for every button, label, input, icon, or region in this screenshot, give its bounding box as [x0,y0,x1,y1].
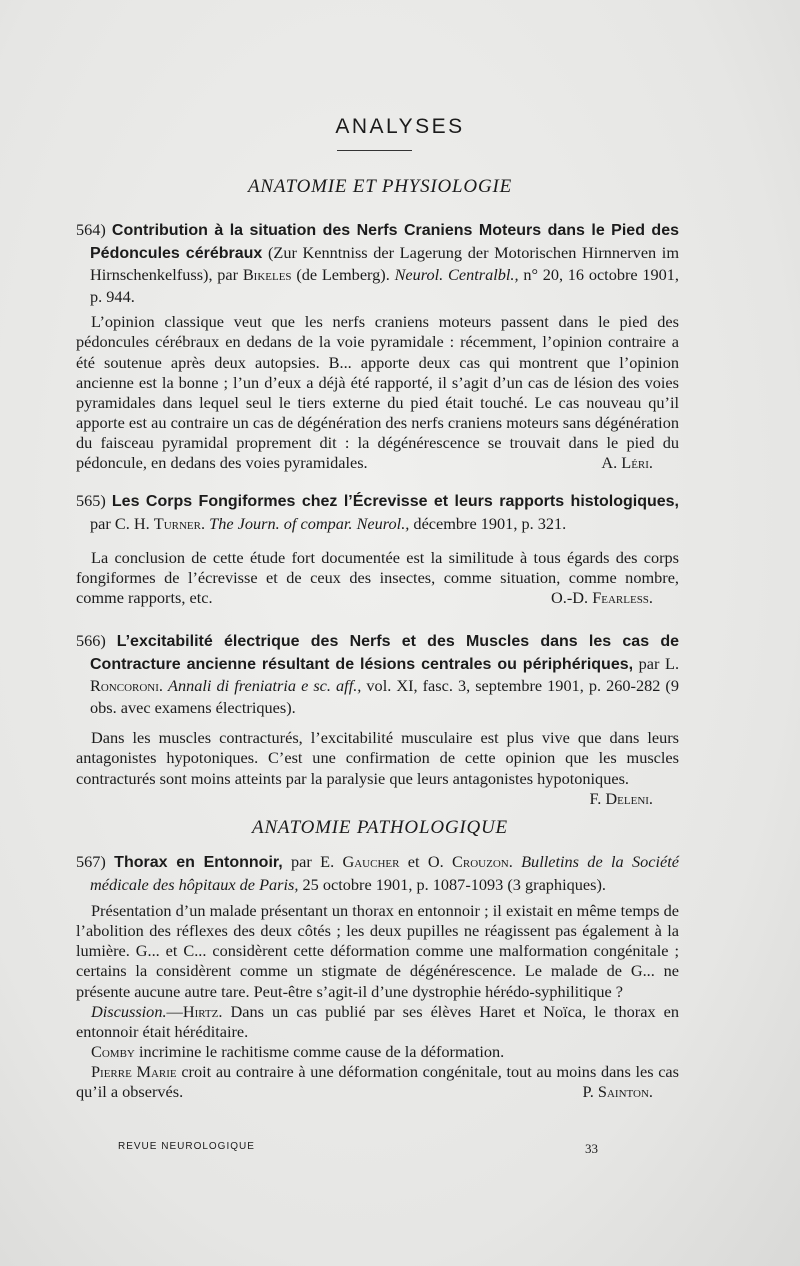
entry-title: L’excitabilité électrique des Nerfs et des Muscles dans les cas de Contracture ancienne résultant de lésions centrales ou périphériques, [90,633,679,673]
author-name: Hirtz. [182,1001,223,1021]
entry-567-heading [76,851,679,895]
reviewer-signature: F. Deleni. [589,788,653,808]
entry-564-body [76,312,679,473]
entry-565-heading [76,490,679,534]
entry-564-heading [76,219,679,307]
author-name: Crouzon. [452,852,513,871]
footer-journal: REVUE NEUROLOGIQUE [118,1141,255,1152]
entry-566 [76,630,679,809]
journal-name: Bulletins de la Société médicale des hôpitaux de Paris, [90,852,679,894]
body-text: L’opinion classique veut que les nerfs craniens moteurs passent dans le pied des pédoncules cérébraux en dedans de la voie pyramidale : récemment, l’opinion contraire a été soutenue après deux autopsies. B... apporte deux cas qui montrent que l’opinion ancienne est la bonne ; l’un d’eux a déjà été rapporté, il s’agit d’un cas de lésion des voies pyramidales dans lequel seul le tiers externe du pied était touché. Le cas nouveau qu’il apporte est au contraire un cas de dégénération des nerfs craniens moteurs sans dégénération du faisceau pyramidal proprement dit : la dégénérescence se trouvait dans le pied du pédoncule, en dedans des voies pyramidales. [76,312,679,473]
entry-567 [76,851,679,1102]
entry-567-marie [76,1062,679,1102]
entry-566-heading [76,630,679,718]
entry-565 [76,490,679,608]
entry-title: Les Corps Fongiformes chez l’Écrevisse et leurs rapports histologiques, [111,493,679,510]
entry-number: 565) [76,491,106,510]
citation-text: et O. [407,852,444,871]
journal-name: Annali di freniatria e sc. aff., [168,676,362,696]
section-heading-anatomie-physiologie: ANATOMIE ET PHYSIOLOGIE [248,176,512,197]
entry-565-body [76,548,679,608]
entry-title: Contribution à la situation des Nerfs Craniens Moteurs dans le Pied des Pédoncules cérébraux [90,222,679,262]
body-text: Dans les muscles contracturés, l’excitabilité musculaire est plus vive que dans leurs antagonistes hypotoniques. C’est une confirmation de cette opinion que les muscles contracturés sont moins atteints par la paralysie que leurs antagonistes hypotoniques. [76,728,679,788]
citation-text: (Zur Kenntniss der Lagerung der Motorischen Hirnnerven im Hirnschenkelfuss), par [90,242,679,285]
entry-567-discussion: Discussion.—Hirtz. Dans un cas publié par ses élèves Haret et Noïca, le thorax en entonnoir était héréditaire. [76,1001,679,1041]
entry-title: Thorax en Entonnoir, [114,854,283,871]
page-number: 33 [585,1141,598,1156]
citation-text: par C. H. [90,513,150,533]
page-footer [118,1141,598,1157]
author-name: Turner. [153,513,206,533]
author-name: Comby [91,1041,135,1061]
body-text: incrimine le rachitisme comme cause de la déformation. [138,1041,505,1061]
entry-566-body [76,728,679,808]
citation-details: 25 octobre 1901, p. 1087-1093 (3 graphiques). [302,874,606,894]
entry-567-comby [76,1042,679,1062]
citation-text: par L. [638,653,680,673]
body-text: Dans un cas publié par ses élèves Haret et Noïca, le thorax en entonnoir était héréditaire. [76,1001,679,1041]
section-heading-anatomie-pathologique: ANATOMIE PATHOLOGIQUE [252,817,508,838]
journal-name: The Journ. of compar. Neurol., [209,513,410,533]
citation-text: (de Lemberg). [296,265,390,285]
reviewer-signature: P. Sainton. [582,1082,653,1102]
entry-number: 564) [76,220,106,239]
entry-number: 567) [76,852,106,871]
author-name: Bikeles [242,265,292,285]
reviewer-signature: A. Léri. [601,453,653,473]
author-name: Pierre Marie [91,1061,177,1081]
citation-details: décembre 1901, p. 321. [413,513,567,533]
reviewer-signature: O.-D. Fearless. [551,588,653,608]
citation-details: vol. XI, fasc. 3, septembre 1901, p. 260-282 (9 obs. avec examens électriques). [90,676,679,717]
citation-text: par E. [291,852,335,871]
body-text: croit au contraire à une déformation congénitale, tout au moins dans les cas qu’il a observés. [76,1061,679,1102]
entry-number: 566) [76,631,106,650]
title-rule [337,150,412,151]
body-text: La conclusion de cette étude fort documentée est la similitude à tous égards des corps fongiformes de l’écrevisse et de ceux des insectes, comme situation, comme nombre, comme rapports, etc. [76,548,679,608]
discussion-label: Discussion. [91,1001,167,1021]
entry-567-body: Présentation d’un malade présentant un thorax en entonnoir ; il existait en même temps de l’abolition des réflexes des deux côtés ; les deux pupilles ne réagissent pas également à la lumière. G... et C... considèrent cette déformation comme une malformation congénitale ; certains la considèrent comme un stigmate de dégénérescence. Le malade de G... ne présente aucune autre tare. Peut-être s’agit-il d’une dystrophie hérédo-syphilitique ? [76,901,679,1001]
citation-details: n° 20, 16 octobre 1901, p. 944. [90,265,680,306]
author-name: Gaucher [342,852,400,871]
journal-name: Neurol. Centralbl., [394,265,519,285]
entry-564 [76,219,679,473]
author-name: Roncoroni. [90,676,163,696]
page-title: ANALYSES [335,115,465,138]
